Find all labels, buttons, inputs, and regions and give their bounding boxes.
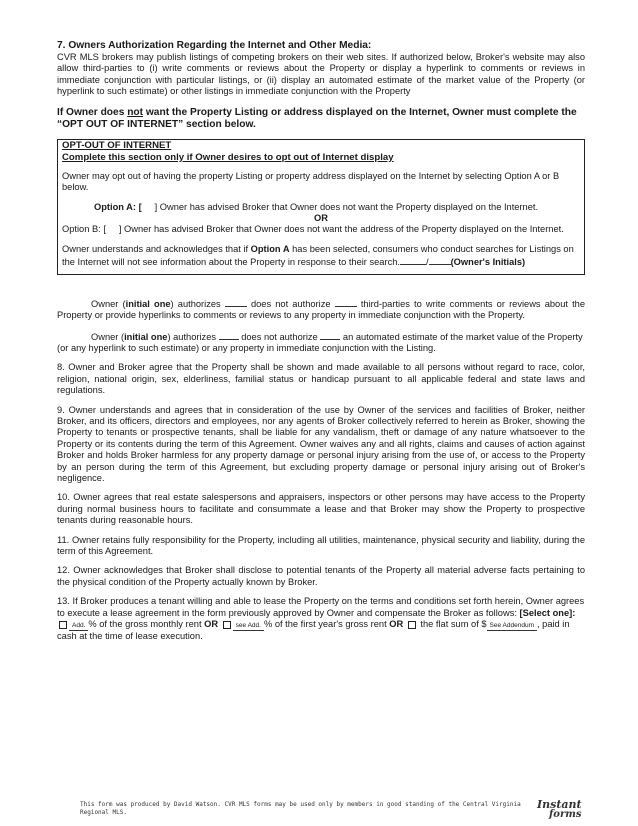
opt-out-subtitle: Complete this section only if Owner desires to opt out of Internet display — [62, 151, 394, 163]
auth1-c: ) authorizes — [170, 298, 221, 309]
warning-not: not — [127, 106, 144, 118]
opt-out-box — [57, 139, 585, 274]
paragraph-10: 10. Owner agrees that real estate salespersons and appraisers, inspectors or other persons may have access to the Property during normal business hours to facilitate and consummate a lease and that Broker may show the Property to prospective tenants during reasonable hours. — [57, 492, 585, 526]
option-percent-monthly-checkbox[interactable] — [59, 621, 67, 629]
opt-out-intro: Owner may opt out of having the property Listing or property address displayed on the Internet by selecting Option A or B below. — [62, 170, 560, 193]
section-7-heading: 7. Owners Authorization Regarding the Internet and Other Media: — [57, 40, 372, 51]
paragraph-9: 9. Owner understands and agrees that in consideration of the use by Owner of the services and facilities of Broker, neither Broker, and its officers, directors and employees, nor any agents of Broker collectively referred to herein as Broker, showing the Property to tenants or prospective tenants, shall be liable for any vandalism, theft or damage of any nature whatsoever to the Property or its contents during the term of this Agreement. Owner waives any and all rights, claims and causes of action against Broker and holds Broker harmless for any property damage or personal injury arising from the use of, or access to the Property by an person during the term of this Agreement, but excluding property damage or personal injury arising out of Broker's negligence. — [57, 404, 585, 483]
ack-text-a: Owner understands and acknowledges that if — [62, 243, 251, 254]
opt-out-acknowledgement — [62, 244, 580, 269]
auth2-initial-one: initial one — [124, 331, 168, 342]
option-b-text: ] Owner has advised Broker that Owner does not want the address of the Property displayed on the Internet. — [118, 224, 564, 235]
option-a-text: ] Owner has advised Broker that Owner does not want the Property displayed on the Internet. — [154, 201, 539, 212]
option-flat-sum-checkbox[interactable] — [408, 621, 416, 629]
initials-separator: / — [425, 257, 429, 268]
p13-c: % of the first year's gross rent — [263, 619, 390, 630]
p13-a: 13. If Broker produces a tenant willing and able to lease the Property on the terms and conditions set forth herein, Owner agrees to execute a lease agreement in the form previously approved by Owner and compensate the Broker as follows: — [57, 596, 585, 618]
auth2-a: Owner ( — [91, 331, 125, 342]
authorize-comments — [57, 297, 585, 322]
opt-out-warning — [57, 107, 585, 132]
auth1-blank-authorizes[interactable] — [225, 297, 247, 307]
initials-blank-2[interactable] — [429, 255, 451, 265]
option-b — [62, 224, 580, 235]
p13-colon: : — [572, 607, 576, 618]
logo-line-2: forms — [549, 809, 582, 820]
instant-forms-logo — [537, 800, 582, 820]
auth2-c: ) authorizes — [167, 331, 217, 342]
auth2-blank-authorizes[interactable] — [219, 330, 239, 340]
p13-b: % of the gross monthly rent — [88, 619, 205, 630]
auth2-blank-not[interactable] — [320, 330, 340, 340]
p13-fill-flat[interactable]: See Addendum — [487, 622, 537, 631]
warning-text-a: If Owner does — [57, 106, 128, 118]
auth1-blank-not[interactable] — [335, 297, 357, 307]
paragraph-13 — [57, 596, 585, 642]
p13-or-2: OR — [389, 619, 404, 630]
authorize-estimate — [57, 330, 585, 355]
auth1-e: third-parties to write comments or reviews about the Property or provide hyperlinks to comments or reviews to any property in immediate conjunction with the Property. — [57, 298, 586, 321]
auth1-a: Owner ( — [91, 298, 126, 309]
p13-fill-monthly[interactable]: Add. — [69, 622, 88, 631]
option-or: OR — [314, 213, 328, 224]
option-percent-yearly-checkbox[interactable] — [223, 621, 231, 629]
paragraph-8: 8. Owner and Broker agree that the Property shall be shown and made available to all persons without regard to race, color, religion, national origin, sex, elderliness, familial status or handicap pursuant to all applicable federal and state laws and regulations. — [57, 362, 585, 396]
option-a — [62, 202, 580, 213]
footer-note: This form was produced by David Watson. CVR MLS forms may be used only by members in good standing of the Central Virginia Regional MLS. — [80, 801, 521, 816]
auth1-initial-one: initial one — [125, 298, 171, 309]
auth2-e: an automated estimate of the market value of the Property (or any hyperlink to such estimate) or any property in immediate conjunction with the Listing. — [57, 331, 583, 353]
paragraph-12: 12. Owner acknowledges that Broker shall disclose to potential tenants of the Property all material adverse facts pertaining to the physical condition of the Property actually known by Broker. — [57, 565, 585, 587]
section-7-body: CVR MLS brokers may publish listings of competing brokers on their web sites. If authorized below, Broker's website may also allow third-parties to (i) write comments or reviews about the Property or display a hyperlink to comments or reviews in immediate conjunction with particular listings, or (ii) display an automated estimate of the market value of the Property (or hyperlink to such estimate) or other listings in immediate conjunction with the Property — [57, 52, 585, 97]
initials-blank-1[interactable] — [400, 255, 426, 265]
p13-fill-yearly[interactable]: see Add. — [233, 622, 264, 631]
auth2-d: does not authorize — [241, 331, 318, 342]
option-b-label: Option B: [ — [62, 224, 106, 235]
opt-out-title: OPT-OUT OF INTERNET — [62, 140, 172, 152]
ack-option-a: Option A — [250, 243, 290, 254]
paragraph-11: 11. Owner retains fully responsibility for the Property, including all utilities, maintenance, physical security and liability, during the term of this Agreement. — [57, 534, 585, 556]
initials-label: (Owner's Initials) — [450, 257, 526, 268]
logo-line-1: Instant — [537, 798, 582, 811]
document-page — [57, 40, 585, 642]
warning-text-b: want the Property Listing or address displayed on the Internet, Owner must complete the “OPT OUT OF INTERNET” section below. — [57, 106, 577, 131]
option-a-label: Option A: [ — [94, 201, 142, 212]
p13-or-1: OR — [204, 619, 219, 630]
ack-text-b: has been selected, consumers who conduct searches for Listings on the Internet will not see information about the Property in response to their search. — [62, 243, 574, 268]
p13-e: , paid in cash at the time of lease execution. — [57, 619, 570, 642]
p13-d: the flat sum of $ — [417, 619, 487, 630]
auth1-d: does not authorize — [250, 298, 331, 309]
p13-select-one: [Select one] — [519, 607, 573, 618]
